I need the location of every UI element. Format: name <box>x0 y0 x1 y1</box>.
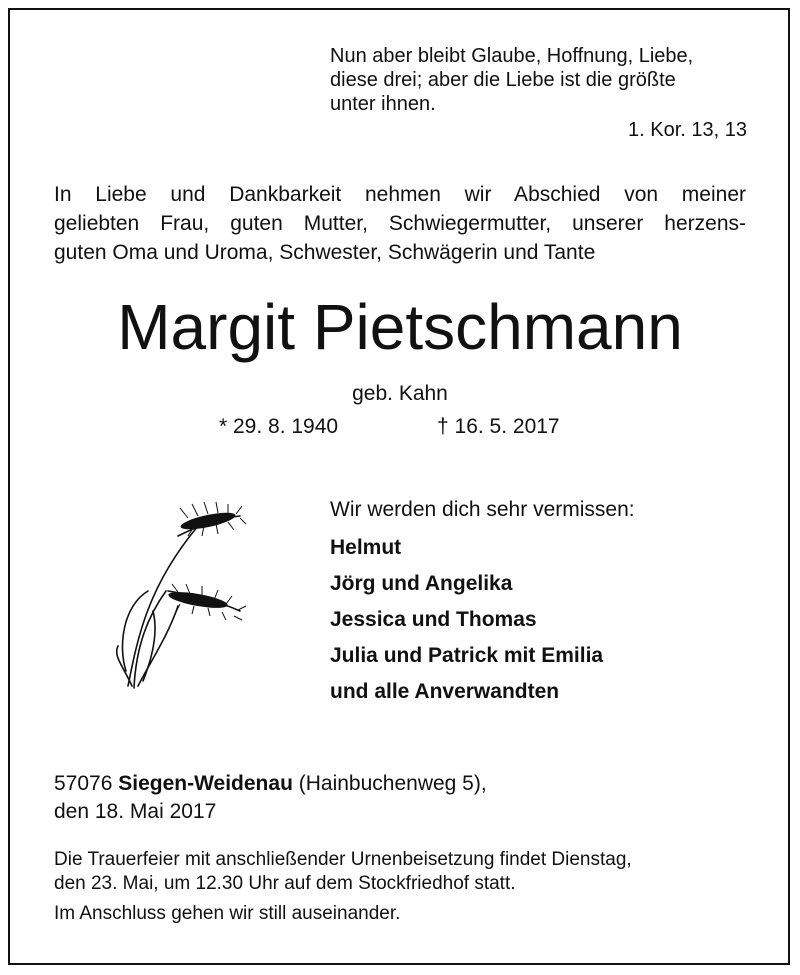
list-item: Jörg und Angelika <box>330 572 513 595</box>
verse-line: diese drei; aber die Liebe ist die größte <box>330 69 676 91</box>
list-item: Jessica und Thomas <box>330 608 537 631</box>
service-info <box>54 848 754 896</box>
bible-verse <box>330 44 750 116</box>
postcode: 57076 <box>54 772 113 795</box>
wheat-stalks-icon <box>108 496 248 696</box>
birth-date: * 29. 8. 1940 <box>219 415 339 438</box>
mourners-heading: Wir werden dich sehr vermissen: <box>330 498 635 521</box>
street: (Hainbuchenweg 5), <box>298 772 487 795</box>
service-line: Die Trauerfeier mit anschließender Urnenbeisetzung findet Dienstag, <box>54 849 632 870</box>
list-item: Helmut <box>330 536 402 559</box>
deceased-name: Margit Pietschmann <box>117 291 683 363</box>
city: Siegen-Weidenau <box>118 772 293 795</box>
death-date: † 16. 5. 2017 <box>437 415 560 438</box>
verse-line: Nun aber bleibt Glaube, Hoffnung, Liebe, <box>330 45 694 67</box>
verse-reference: 1. Kor. 13, 13 <box>628 119 747 141</box>
verse-line: unter ihnen. <box>330 93 436 115</box>
mourners-list <box>330 530 603 710</box>
list-item: Julia und Patrick mit Emilia <box>330 644 604 667</box>
intro-text <box>54 180 746 267</box>
intro-line: guten Oma und Uroma, Schwester, Schwägerin und Tante <box>54 241 596 264</box>
service-line: den 23. Mai, um 12.30 Uhr auf dem Stockfriedhof statt. <box>54 873 516 894</box>
list-item: und alle Anverwandten <box>330 680 560 703</box>
intro-line: geliebten Frau, guten Mutter, Schwiegermutter, unserer herzens- <box>54 212 746 235</box>
closing-line: Im Anschluss gehen wir still auseinander. <box>54 903 401 924</box>
address-block <box>54 770 487 826</box>
maiden-name: geb. Kahn <box>352 382 448 405</box>
date-line: den 18. Mai 2017 <box>54 800 217 823</box>
intro-line: In Liebe und Dankbarkeit nehmen wir Abschied von meiner <box>54 183 746 206</box>
